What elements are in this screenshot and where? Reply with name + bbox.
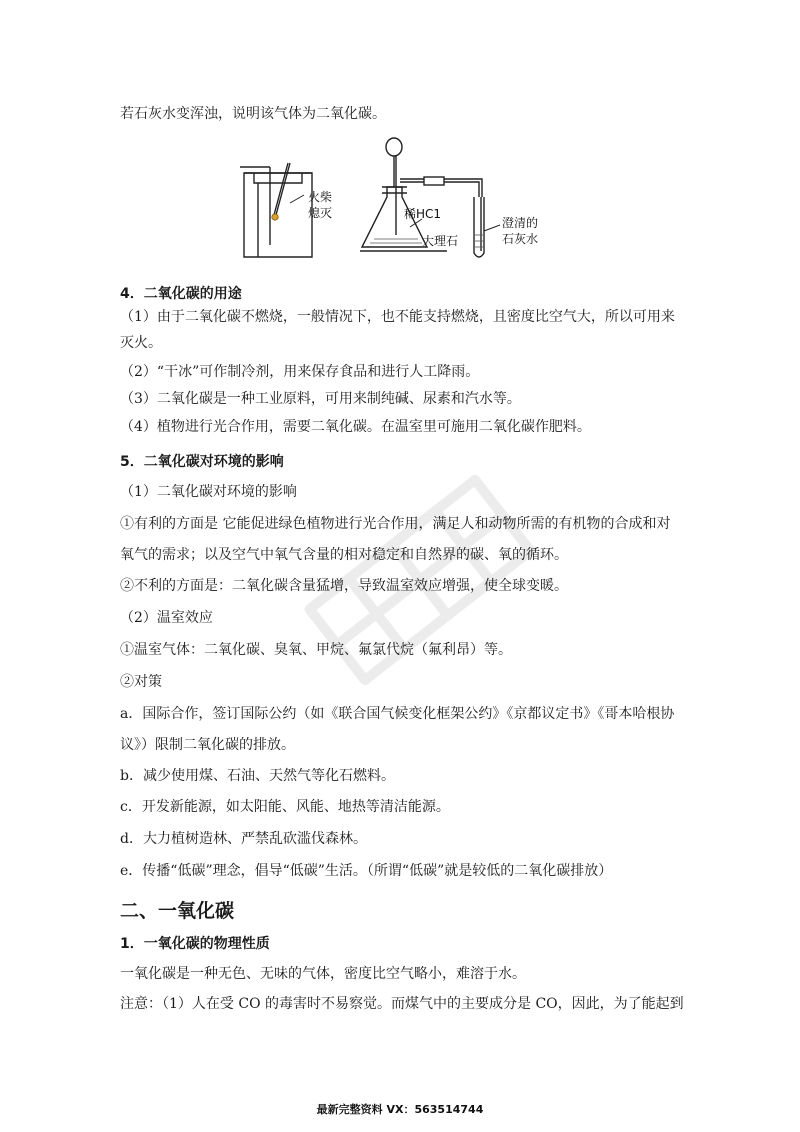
s5-good-a: ①有利的方面是 它能促进绿色植物进行光合作用，满足人和动物所需的有机物的合成和对 xyxy=(120,516,671,532)
gas-bottle-diagram xyxy=(240,163,312,257)
experiment-figure xyxy=(232,135,572,265)
footer-contact: 最新完整资料 VX：563514744 xyxy=(316,1103,484,1116)
section-4-title: 4．二氧化碳的用途 xyxy=(120,286,242,302)
s5-measure-a1: a．国际合作，签订国际公约（如《联合国气候变化框架公约》《京都议定书》《哥本哈根协 xyxy=(120,706,675,722)
s5-measure-e: e．传播“低碳”理念，倡导“低碳”生活。（所谓“低碳”就是较低的二氧化碳排放） xyxy=(120,863,613,879)
s5-measure-a2: 议》）限制二氧化碳的排放。 xyxy=(120,737,295,753)
s5-bad: ②不利的方面是：二氧化碳含量猛增，导致温室效应增强，使全球变暖。 xyxy=(120,578,568,594)
s5-sub1: （1）二氧化碳对环境的影响 xyxy=(120,484,297,500)
s4-p1b: 灭火。 xyxy=(120,335,162,351)
s5-measure-b: b．减少使用煤、石油、天然气等化石燃料。 xyxy=(120,768,395,784)
s5-sub2: （2）温室效应 xyxy=(120,610,213,626)
intro-line: 若石灰水变浑浊，说明该气体为二氧化碳。 xyxy=(120,106,386,122)
label-match: 火柴 xyxy=(308,190,333,204)
label-limewater-2: 石灰水 xyxy=(502,232,539,246)
part-2-heading: 二、一氧化碳 xyxy=(120,900,235,922)
s5-measure-d: d．大力植树造林、严禁乱砍滥伐森林。 xyxy=(120,831,367,847)
s5-measure-c: c．开发新能源，如太阳能、风能、地热等清洁能源。 xyxy=(120,799,450,815)
s5-gases: ①温室气体：二氧化碳、臭氧、甲烷、氟氯代烷（氟利昂）等。 xyxy=(120,642,512,658)
s4-p4: （4）植物进行光合作用，需要二氧化碳。在温室里可施用二氧化碳作肥料。 xyxy=(120,419,591,435)
s4-p2: （2）“干冰”可作制冷剂，用来保存食品和进行人工降雨。 xyxy=(120,364,480,380)
label-limewater-1: 澄清的 xyxy=(502,216,539,230)
label-marble: 大理石 xyxy=(422,234,459,248)
label-hcl: 稀HC1 xyxy=(404,207,442,221)
s5-good-b: 氧气的需求；以及空气中氧气含量的相对稳定和自然界的碳、氧的循环。 xyxy=(120,547,568,563)
s4-p3: （3）二氧化碳是一种工业原料，可用来制纯碱、尿素和汽水等。 xyxy=(120,391,521,407)
co-s1-note: 注意：（1）人在受 CO 的毒害时不易察觉。而煤气中的主要成分是 CO，因此，为了能起到 xyxy=(120,996,684,1012)
co-section-1-title: 1．一氧化碳的物理性质 xyxy=(120,936,270,952)
section-5-title: 5．二氧化碳对环境的影响 xyxy=(120,454,284,470)
s4-p1a: （1）由于二氧化碳不燃烧，一般情况下，也不能支持燃烧，且密度比空气大，所以可用来 xyxy=(120,309,675,325)
label-extinguished: 熄灭 xyxy=(308,206,333,220)
co-s1-p1: 一氧化碳是一种无色、无味的气体，密度比空气略小，难溶于水。 xyxy=(120,966,526,982)
s5-measures: ②对策 xyxy=(120,674,162,690)
